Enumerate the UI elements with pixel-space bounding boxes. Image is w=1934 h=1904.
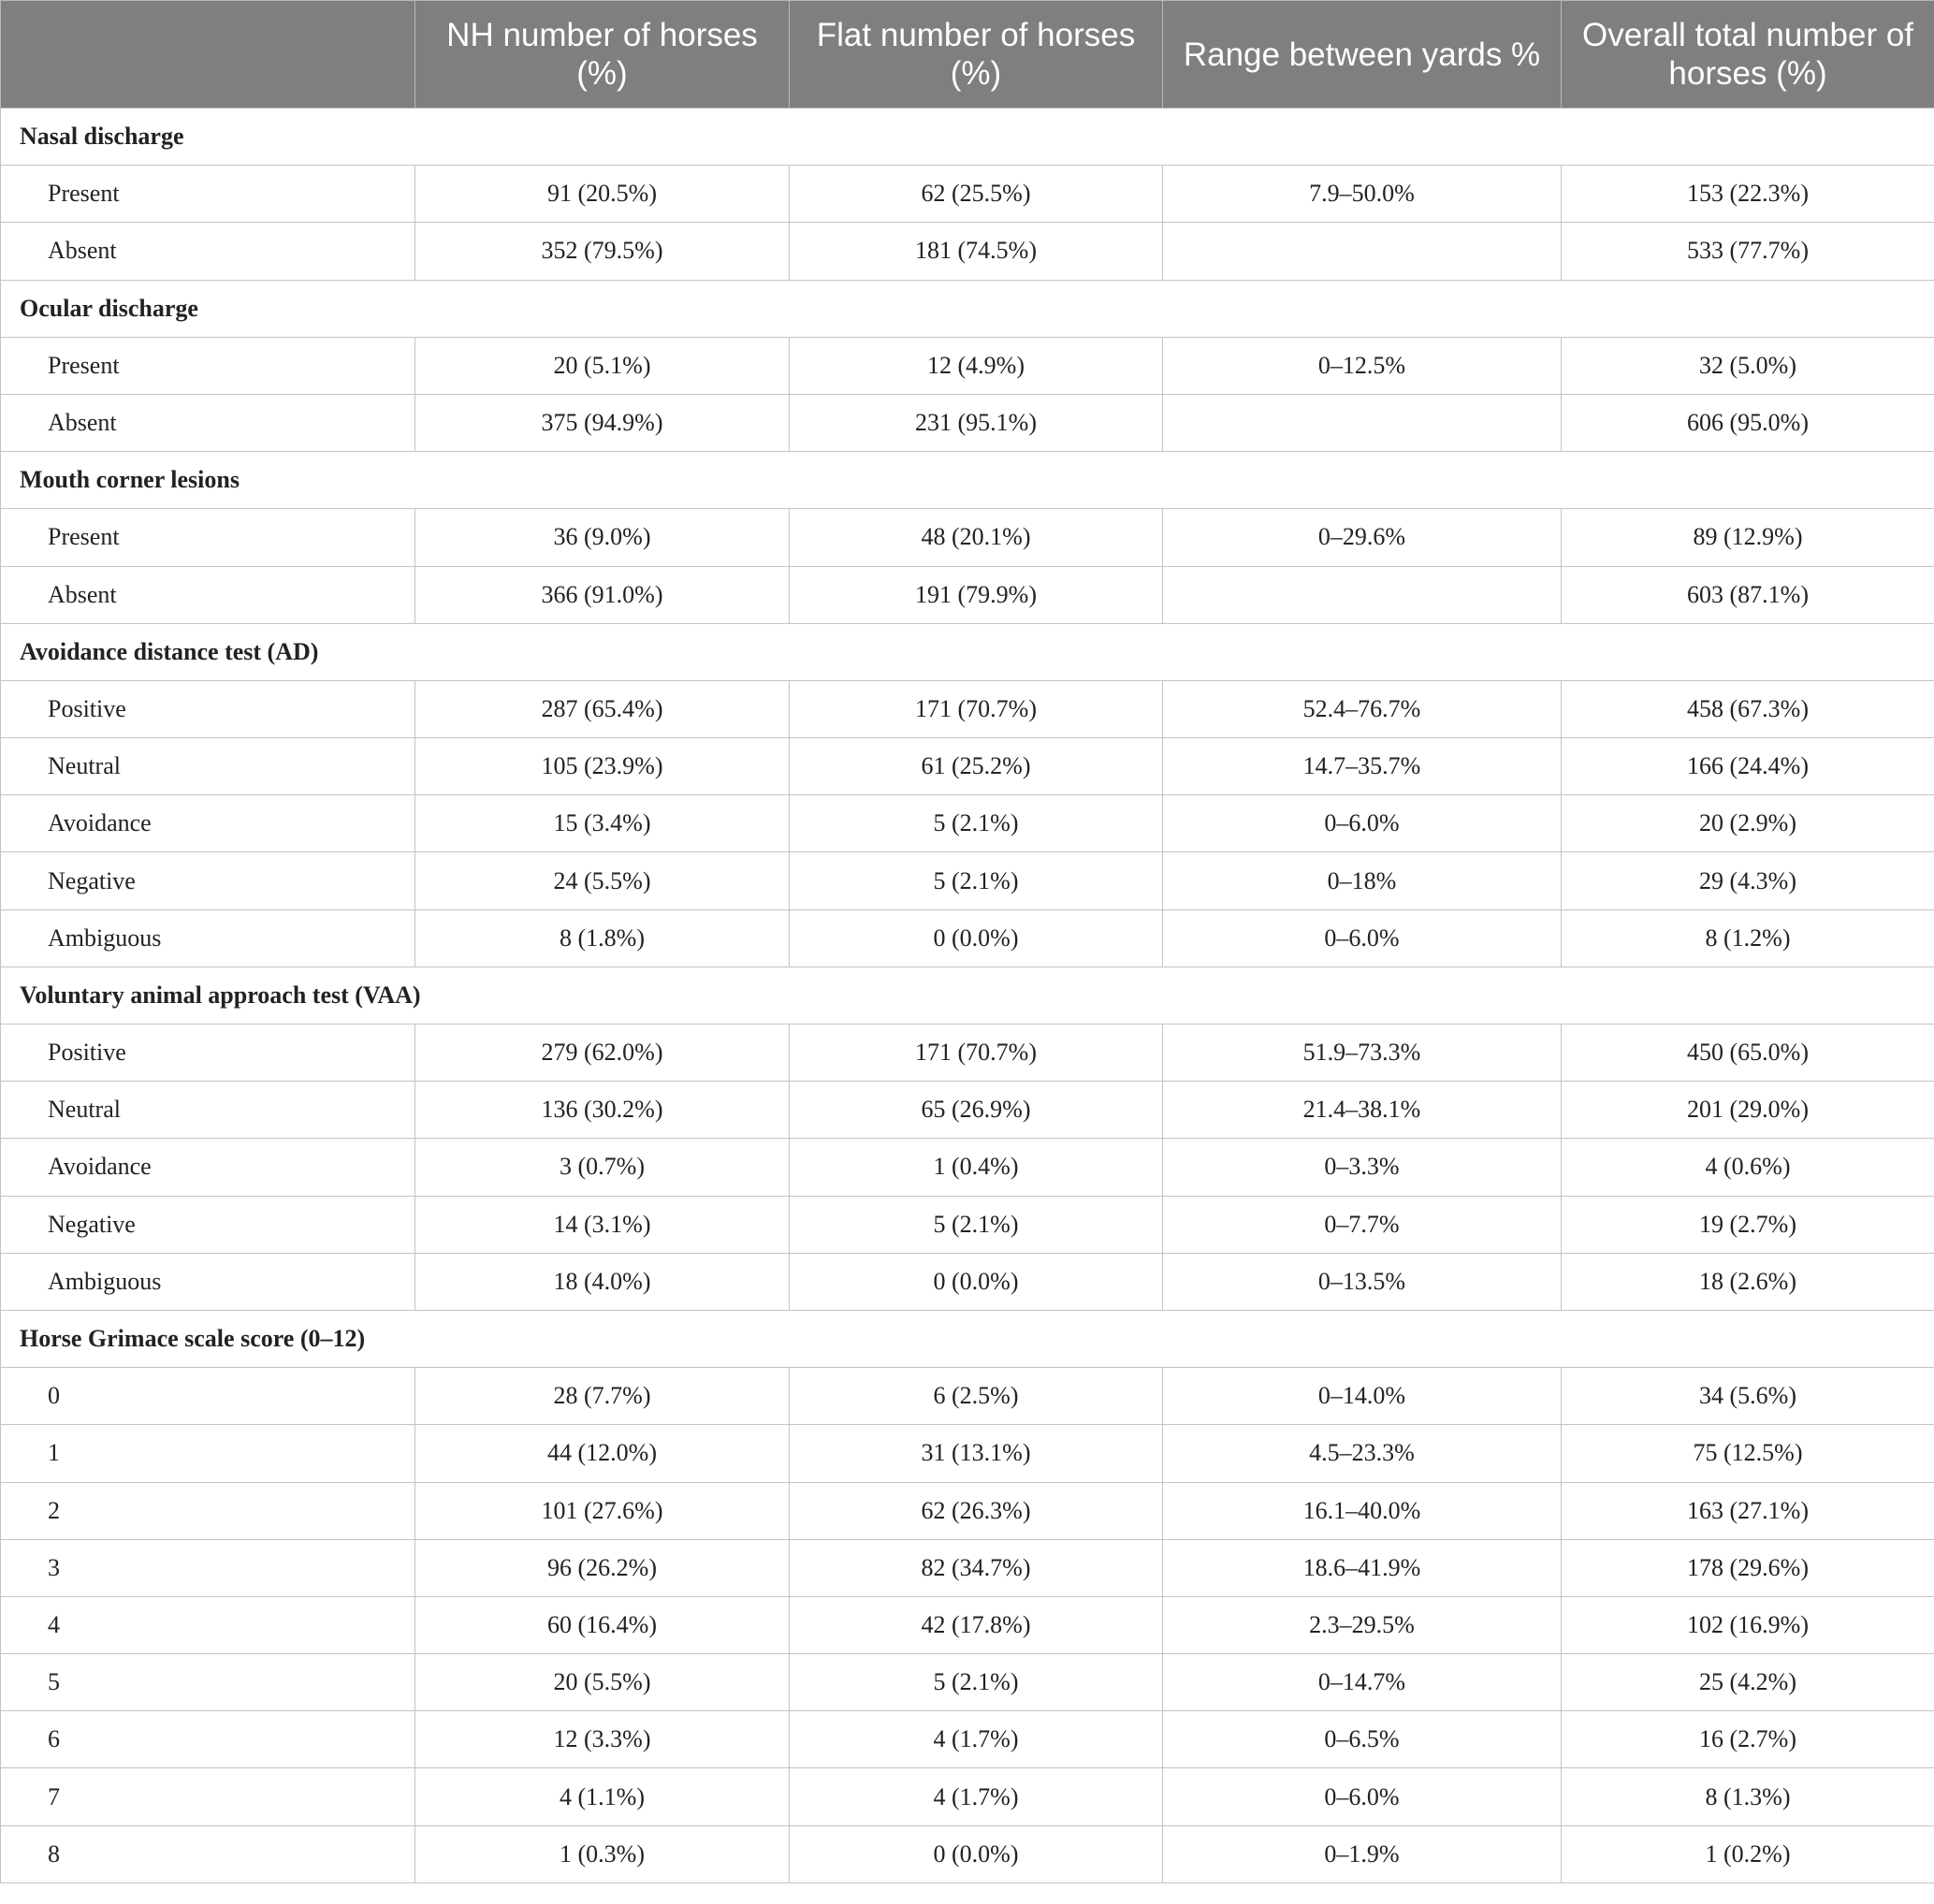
nh-value: 20 (5.5%) <box>415 1654 790 1711</box>
range-value: 0–18% <box>1163 852 1562 909</box>
nh-value: 20 (5.1%) <box>415 337 790 394</box>
range-value: 0–3.3% <box>1163 1139 1562 1196</box>
range-value: 0–13.5% <box>1163 1253 1562 1310</box>
range-value <box>1163 566 1562 623</box>
flat-value: 5 (2.1%) <box>790 795 1163 852</box>
nh-value: 352 (79.5%) <box>415 223 790 280</box>
row-label: Positive <box>1 680 415 737</box>
range-value <box>1163 223 1562 280</box>
row-label: Absent <box>1 394 415 451</box>
overall-value: 606 (95.0%) <box>1562 394 1934 451</box>
row-label: Positive <box>1 1025 415 1082</box>
nh-value: 287 (65.4%) <box>415 680 790 737</box>
nh-value: 12 (3.3%) <box>415 1711 790 1768</box>
table-row <box>1 1596 1934 1653</box>
range-value: 0–6.0% <box>1163 795 1562 852</box>
header-cell-blank <box>1 1 415 109</box>
overall-value: 19 (2.7%) <box>1562 1196 1934 1253</box>
flat-value: 0 (0.0%) <box>790 1253 1163 1310</box>
nh-value: 18 (4.0%) <box>415 1253 790 1310</box>
range-value: 0–14.7% <box>1163 1654 1562 1711</box>
section-row <box>1 280 1934 337</box>
nh-value: 96 (26.2%) <box>415 1539 790 1596</box>
nh-value: 375 (94.9%) <box>415 394 790 451</box>
nh-value: 14 (3.1%) <box>415 1196 790 1253</box>
row-label: Ambiguous <box>1 909 415 967</box>
row-label: 1 <box>1 1425 415 1482</box>
flat-value: 171 (70.7%) <box>790 680 1163 737</box>
flat-value: 82 (34.7%) <box>790 1539 1163 1596</box>
flat-value: 62 (26.3%) <box>790 1482 1163 1539</box>
nh-value: 91 (20.5%) <box>415 166 790 223</box>
flat-value: 62 (25.5%) <box>790 166 1163 223</box>
overall-value: 201 (29.0%) <box>1562 1082 1934 1139</box>
overall-value: 163 (27.1%) <box>1562 1482 1934 1539</box>
table-row <box>1 1025 1934 1082</box>
table-row <box>1 852 1934 909</box>
flat-value: 48 (20.1%) <box>790 509 1163 566</box>
row-label: Present <box>1 509 415 566</box>
overall-value: 32 (5.0%) <box>1562 337 1934 394</box>
row-label: 7 <box>1 1768 415 1825</box>
row-label: Absent <box>1 223 415 280</box>
range-value: 0–14.0% <box>1163 1368 1562 1425</box>
overall-value: 25 (4.2%) <box>1562 1654 1934 1711</box>
table-row <box>1 1825 1934 1882</box>
row-label: 6 <box>1 1711 415 1768</box>
section-title: Horse Grimace scale score (0–12) <box>1 1310 1934 1367</box>
overall-value: 8 (1.2%) <box>1562 909 1934 967</box>
table-row <box>1 394 1934 451</box>
table-row <box>1 1768 1934 1825</box>
table-row <box>1 1425 1934 1482</box>
overall-value: 166 (24.4%) <box>1562 738 1934 795</box>
table-row <box>1 223 1934 280</box>
flat-value: 4 (1.7%) <box>790 1711 1163 1768</box>
flat-value: 12 (4.9%) <box>790 337 1163 394</box>
overall-value: 4 (0.6%) <box>1562 1139 1934 1196</box>
table-row <box>1 1253 1934 1310</box>
range-value: 4.5–23.3% <box>1163 1425 1562 1482</box>
row-label: Negative <box>1 1196 415 1253</box>
range-value: 18.6–41.9% <box>1163 1539 1562 1596</box>
nh-value: 28 (7.7%) <box>415 1368 790 1425</box>
table-row <box>1 1082 1934 1139</box>
header-cell-flat: Flat number of horses (%) <box>790 1 1163 109</box>
table-row <box>1 738 1934 795</box>
range-value: 0–6.0% <box>1163 909 1562 967</box>
row-label: 2 <box>1 1482 415 1539</box>
overall-value: 450 (65.0%) <box>1562 1025 1934 1082</box>
flat-value: 4 (1.7%) <box>790 1768 1163 1825</box>
flat-value: 61 (25.2%) <box>790 738 1163 795</box>
nh-value: 4 (1.1%) <box>415 1768 790 1825</box>
flat-value: 6 (2.5%) <box>790 1368 1163 1425</box>
section-title: Mouth corner lesions <box>1 452 1934 509</box>
overall-value: 29 (4.3%) <box>1562 852 1934 909</box>
nh-value: 105 (23.9%) <box>415 738 790 795</box>
flat-value: 1 (0.4%) <box>790 1139 1163 1196</box>
row-label: Present <box>1 166 415 223</box>
flat-value: 42 (17.8%) <box>790 1596 1163 1653</box>
section-title: Avoidance distance test (AD) <box>1 623 1934 680</box>
overall-value: 16 (2.7%) <box>1562 1711 1934 1768</box>
flat-value: 0 (0.0%) <box>790 1825 1163 1882</box>
nh-value: 15 (3.4%) <box>415 795 790 852</box>
flat-value: 5 (2.1%) <box>790 852 1163 909</box>
row-label: 8 <box>1 1825 415 1882</box>
flat-value: 181 (74.5%) <box>790 223 1163 280</box>
table-row <box>1 680 1934 737</box>
row-label: Avoidance <box>1 795 415 852</box>
table-row <box>1 1368 1934 1425</box>
table-row <box>1 337 1934 394</box>
table-row <box>1 795 1934 852</box>
row-label: Ambiguous <box>1 1253 415 1310</box>
range-value: 52.4–76.7% <box>1163 680 1562 737</box>
nh-value: 36 (9.0%) <box>415 509 790 566</box>
table-row <box>1 1196 1934 1253</box>
table-row <box>1 509 1934 566</box>
header-cell-nh: NH number of horses (%) <box>415 1 790 109</box>
section-title: Voluntary animal approach test (VAA) <box>1 967 1934 1024</box>
overall-value: 75 (12.5%) <box>1562 1425 1934 1482</box>
section-row <box>1 1310 1934 1367</box>
table-row <box>1 909 1934 967</box>
section-row <box>1 109 1934 166</box>
overall-value: 18 (2.6%) <box>1562 1253 1934 1310</box>
row-label: Neutral <box>1 738 415 795</box>
nh-value: 101 (27.6%) <box>415 1482 790 1539</box>
overall-value: 458 (67.3%) <box>1562 680 1934 737</box>
range-value: 0–6.0% <box>1163 1768 1562 1825</box>
nh-value: 44 (12.0%) <box>415 1425 790 1482</box>
overall-value: 533 (77.7%) <box>1562 223 1934 280</box>
flat-value: 0 (0.0%) <box>790 909 1163 967</box>
section-row <box>1 623 1934 680</box>
table-row <box>1 1482 1934 1539</box>
flat-value: 171 (70.7%) <box>790 1025 1163 1082</box>
range-value: 2.3–29.5% <box>1163 1596 1562 1653</box>
range-value: 7.9–50.0% <box>1163 166 1562 223</box>
flat-value: 231 (95.1%) <box>790 394 1163 451</box>
overall-value: 89 (12.9%) <box>1562 509 1934 566</box>
nh-value: 3 (0.7%) <box>415 1139 790 1196</box>
range-value: 0–29.6% <box>1163 509 1562 566</box>
flat-value: 191 (79.9%) <box>790 566 1163 623</box>
overall-value: 102 (16.9%) <box>1562 1596 1934 1653</box>
table-row <box>1 566 1934 623</box>
overall-value: 34 (5.6%) <box>1562 1368 1934 1425</box>
nh-value: 136 (30.2%) <box>415 1082 790 1139</box>
table-row <box>1 166 1934 223</box>
overall-value: 20 (2.9%) <box>1562 795 1934 852</box>
row-label: 0 <box>1 1368 415 1425</box>
table-row <box>1 1139 1934 1196</box>
range-value: 14.7–35.7% <box>1163 738 1562 795</box>
nh-value: 8 (1.8%) <box>415 909 790 967</box>
row-label: 4 <box>1 1596 415 1653</box>
header-row <box>1 1 1934 109</box>
section-title: Ocular discharge <box>1 280 1934 337</box>
nh-value: 1 (0.3%) <box>415 1825 790 1882</box>
row-label: Neutral <box>1 1082 415 1139</box>
overall-value: 153 (22.3%) <box>1562 166 1934 223</box>
flat-value: 5 (2.1%) <box>790 1196 1163 1253</box>
nh-value: 366 (91.0%) <box>415 566 790 623</box>
flat-value: 65 (26.9%) <box>790 1082 1163 1139</box>
overall-value: 1 (0.2%) <box>1562 1825 1934 1882</box>
table-body <box>1 109 1934 1883</box>
section-row <box>1 967 1934 1024</box>
range-value: 51.9–73.3% <box>1163 1025 1562 1082</box>
section-title: Nasal discharge <box>1 109 1934 166</box>
flat-value: 5 (2.1%) <box>790 1654 1163 1711</box>
row-label: 3 <box>1 1539 415 1596</box>
nh-value: 24 (5.5%) <box>415 852 790 909</box>
range-value: 16.1–40.0% <box>1163 1482 1562 1539</box>
row-label: Negative <box>1 852 415 909</box>
range-value: 21.4–38.1% <box>1163 1082 1562 1139</box>
table-row <box>1 1539 1934 1596</box>
flat-value: 31 (13.1%) <box>790 1425 1163 1482</box>
overall-value: 178 (29.6%) <box>1562 1539 1934 1596</box>
range-value <box>1163 394 1562 451</box>
table-row <box>1 1711 1934 1768</box>
row-label: Avoidance <box>1 1139 415 1196</box>
header-cell-range: Range between yards % <box>1163 1 1562 109</box>
range-value: 0–1.9% <box>1163 1825 1562 1882</box>
nh-value: 60 (16.4%) <box>415 1596 790 1653</box>
overall-value: 8 (1.3%) <box>1562 1768 1934 1825</box>
section-row <box>1 452 1934 509</box>
nh-value: 279 (62.0%) <box>415 1025 790 1082</box>
overall-value: 603 (87.1%) <box>1562 566 1934 623</box>
header-cell-overall: Overall total number of horses (%) <box>1562 1 1934 109</box>
row-label: 5 <box>1 1654 415 1711</box>
range-value: 0–7.7% <box>1163 1196 1562 1253</box>
table-row <box>1 1654 1934 1711</box>
range-value: 0–6.5% <box>1163 1711 1562 1768</box>
row-label: Present <box>1 337 415 394</box>
row-label: Absent <box>1 566 415 623</box>
range-value: 0–12.5% <box>1163 337 1562 394</box>
